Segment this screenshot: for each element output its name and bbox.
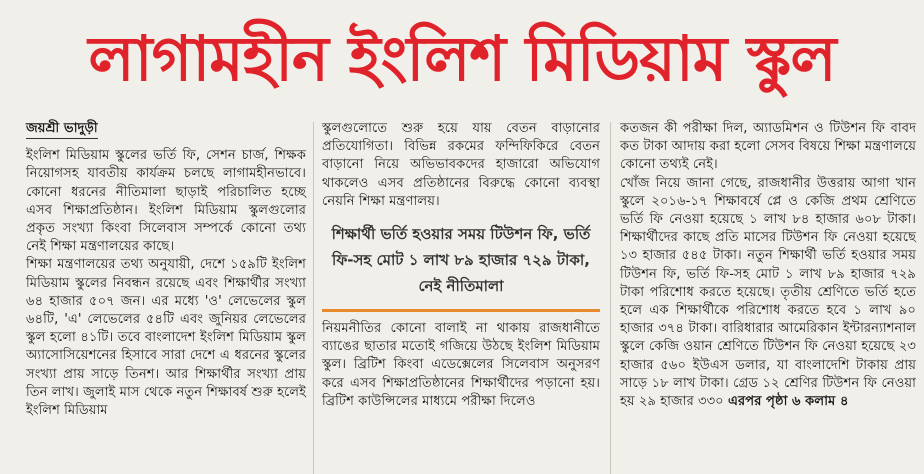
column-1 (26, 120, 306, 420)
column-2 (322, 120, 600, 411)
paragraph (620, 175, 916, 412)
paragraph: স্কুলগুলোতে শুরু হয়ে যায় বেতন বাড়ানোর প্রতিযোগিতা। বিভিন্ন রকমের ফন্দিফিকিরে বেতন বাড়ানো নিয়ে অভিভাবকদের হাজারো অভিযোগ থাকলেও এসব প্রতিষ্ঠানের বিরুদ্ধে কোনো ব্যবস্থা নেয়নি শিক্ষা মন্ত্রণালয়। (322, 121, 600, 209)
pull-quote: শিক্ষার্থী ভর্তি হওয়ার সময় টিউশন ফি, ভর্তি ফি-সহ মোট ১ লাখ ৮৯ হাজার ৭২৯ টাকা, নেই নীতিমালা (322, 221, 600, 312)
continued-note: এরপর পৃষ্ঠা ৬ কলাম ৪ (727, 394, 849, 410)
paragraph: কতজন কী পরীক্ষা দিল, অ্যাডমিশন ও টিউশন ফি বাবদ কত টাকা আদায় করা হলো সেসব বিষয়ে শিক্ষা মন্ত্রণালয়ে কোনো তথ্যই নেই। (620, 121, 916, 173)
column-3 (620, 120, 916, 411)
paragraph: নিয়মনীতির কোনো বালাই না থাকায় রাজধানীতে ব্যাঙের ছাতার মতোই গজিয়ে উঠছে ইংলিশ মিডিয়াম স্কুল। ব্রিটিশ কিংবা এডেক্সেলের সিলেবাস অনুসরণ করে এসব শিক্ষাপ্রতিষ্ঠানের শিক্ষার্থীদের পড়ানো হয়। ব্রিটিশ কাউন্সিলের মাধ্যমে পরীক্ষা দিলেও (322, 321, 600, 409)
paragraph: ইংলিশ মিডিয়াম স্কুলের ভর্তি ফি, সেশন চার্জ, শিক্ষক নিয়োগসহ যাবতীয় কার্যক্রম চলছে লাগামহীনভাবে। কোনো ধরনের নীতিমালা ছাড়াই পরিচালিত হচ্ছে এসব শিক্ষাপ্রতিষ্ঠান। ইংলিশ মিডিয়াম স্কুলগুলোর প্রকৃত সংখ্যা কিংবা সিলেবাস সম্পর্কে কোনো তথ্য নেই শিক্ষা মন্ত্রণালয়ের কাছে। (26, 148, 306, 255)
column-divider (313, 122, 314, 474)
byline: জয়শ্রী ভাদুড়ী (26, 120, 98, 139)
paragraph-text: খোঁজ নিয়ে জানা গেছে, রাজধানীর উত্তরায় আগা খান স্কুলে ২০১৬-১৭ শিক্ষাবর্ষে প্লে ও কেজি প্রথম শ্রেণিতে ভর্তি ফি নেওয়া হয়েছে ১ লাখ ৮৪ হাজার ৬০৮ টাকা। শিক্ষার্থীদের কাছে প্রতি মাসের টিউশন ফি নেওয়া হয়েছে ১৩ হাজার ৫৪৫ টাকা। নতুন শিক্ষার্থী ভর্তি হওয়ার সময় টিউশন ফি, ভর্তি ফি-সহ মোট ১ লাখ ৮৯ হাজার ৭২৯ টাকা পরিশোধ করতে হয়েছে। তৃতীয় শ্রেণিতে ভর্তি হতে হলে এক শিক্ষার্থীকে পরিশোধ করতে হবে ১ লাখ ৯০ হাজার ৩৭৪ টাকা। বারিধারার আমেরিকান ইন্টারন্যাশনাল স্কুলে কেজি ওয়ান শ্রেণিতে টিউশন ফি নেওয়া হয়েছে ২৩ হাজার ৫৬০ ইউএস ডলার, যা বাংলাদেশি টাকায় প্রায় সাড়ে ১৮ লাখ টাকা। গ্রেড ১২ শ্রেণির টিউশন ফি নেওয়া হয় ২৯ হাজার ৩৩০ (620, 175, 916, 410)
column-divider (610, 122, 611, 474)
paragraph: শিক্ষা মন্ত্রণালয়ের তথ্য অনুযায়ী, দেশে ১৫৯টি ইংলিশ মিডিয়াম স্কুলের নিবন্ধন রয়েছে এবং শিক্ষার্থীর সংখ্যা ৬৪ হাজার ৫০৭ জন। এর মধ্যে 'ও' লেভেলের স্কুল ৬৪টি, 'এ' লেভেলের ৫৪টি এবং জুনিয়র লেভেলের স্কুল হলো ৪১টি। তবে বাংলাদেশ ইংলিশ মিডিয়াম স্কুল অ্যাসোসিয়েশনের হিসাবে সারা দেশে এ ধরনের স্কুলের সংখ্যা প্রায় সাড়ে তিনশ। আর শিক্ষার্থীর সংখ্যা প্রায় তিন লাখ। জুলাই মাস থেকে নতুন শিক্ষাবর্ষ শুরু হলেই ইংলিশ মিডিয়াম (26, 257, 306, 419)
headline: লাগামহীন ইংলিশ মিডিয়াম স্কুল (88, 22, 836, 95)
